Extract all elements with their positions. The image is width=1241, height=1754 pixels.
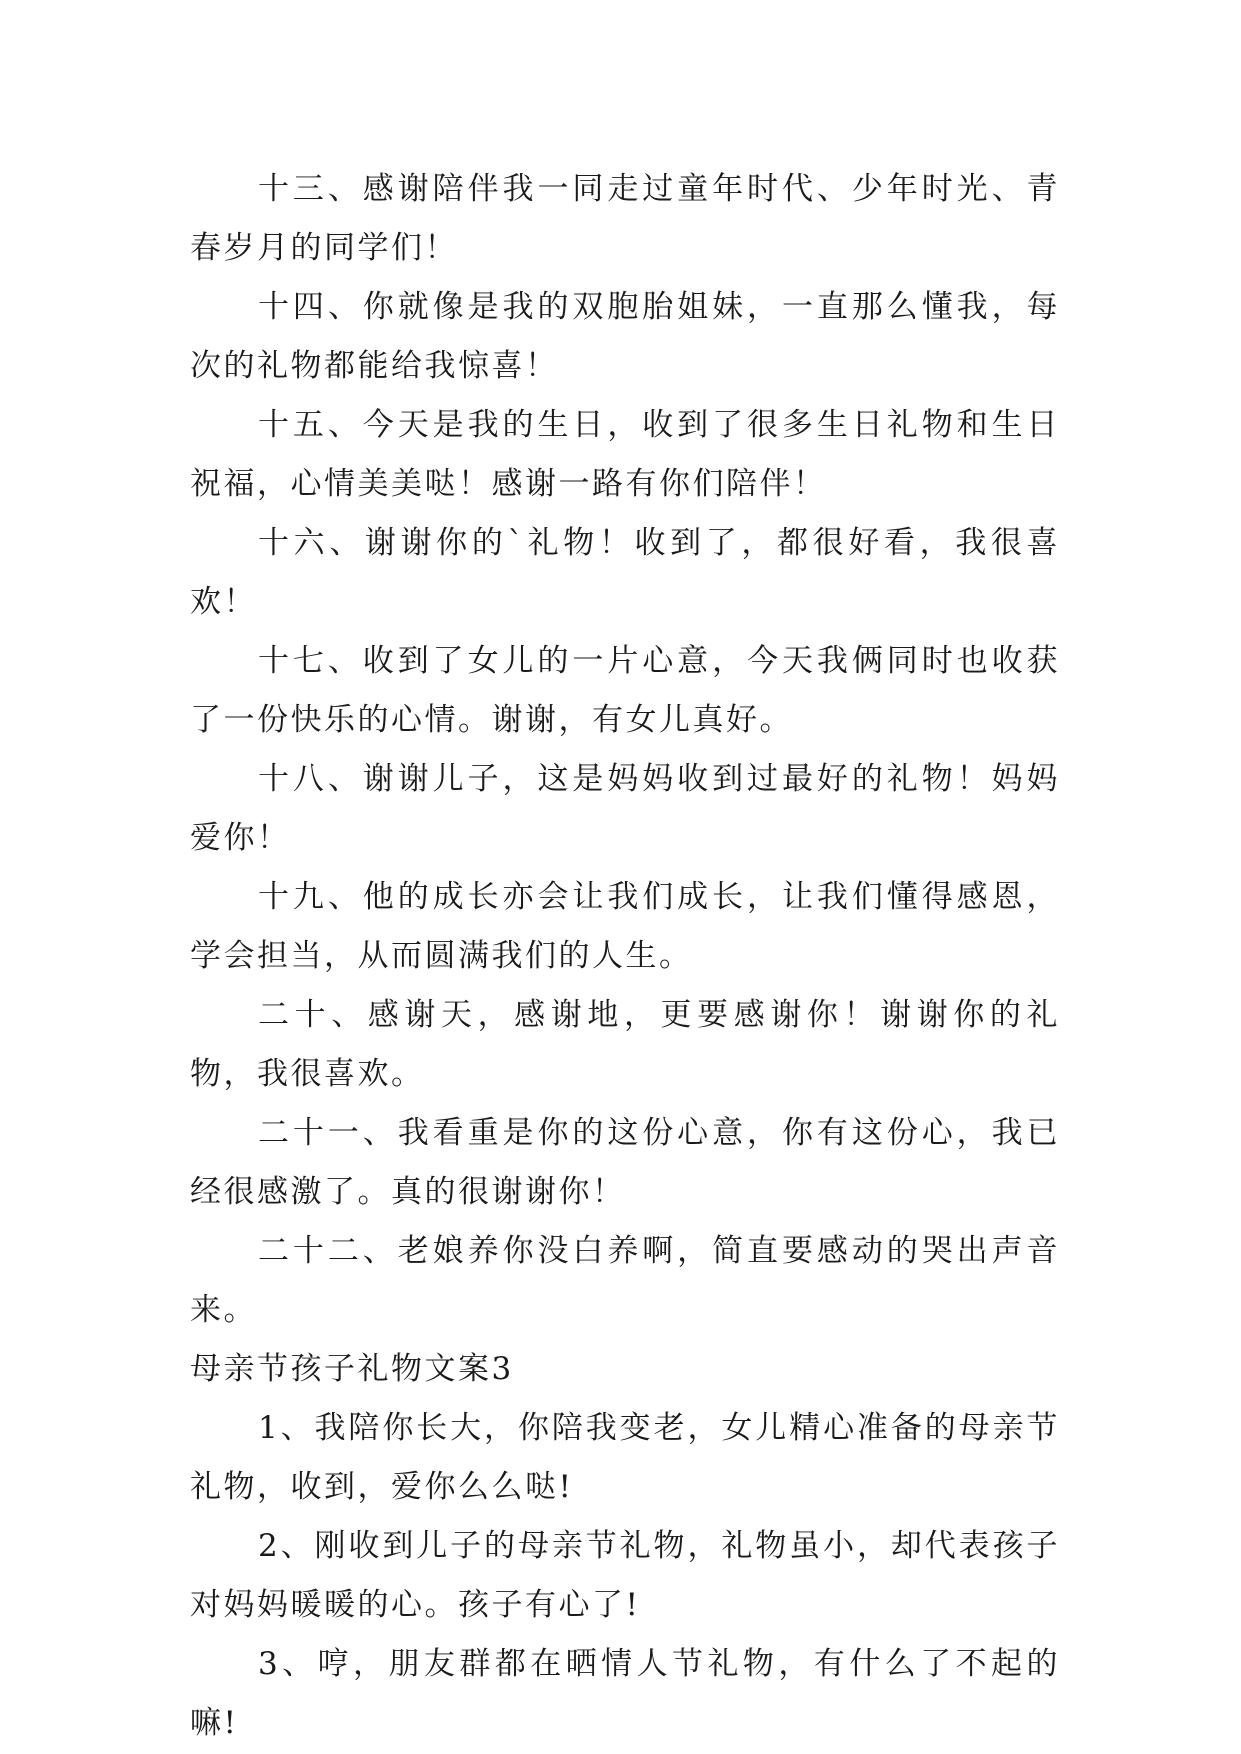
paragraph-20: 二十、感谢天，感谢地，更要感谢你！谢谢你的礼物，我很喜欢。 (190, 997, 1060, 1092)
paragraph-17: 十七、收到了女儿的一片心意，今天我俩同时也收获了一份快乐的心情。谢谢，有女儿真好。 (190, 643, 1060, 738)
paragraph-18: 十八、谢谢儿子，这是妈妈收到过最好的礼物！妈妈爱你！ (190, 761, 1060, 856)
paragraph-14: 十四、你就像是我的双胞胎姐妹，一直那么懂我，每次的礼物都能给我惊喜！ (190, 289, 1060, 384)
section-heading: 母亲节孩子礼物文案3 (190, 1351, 514, 1387)
section-paragraph-3: 3、哼，朋友群都在晒情人节礼物，有什么了不起的嘛! (190, 1646, 1060, 1741)
paragraph-15: 十五、今天是我的生日，收到了很多生日礼物和生日祝福，心情美美哒！感谢一路有你们陪伴！ (190, 407, 1060, 502)
paragraph-21: 二十一、我看重是你的这份心意，你有这份心，我已经很感激了。真的很谢谢你！ (190, 1115, 1060, 1210)
document-body (190, 160, 1060, 1753)
paragraph-22: 二十二、老娘养你没白养啊，简直要感动的哭出声音来。 (190, 1233, 1060, 1328)
paragraph-16: 十六、谢谢你的`礼物！收到了，都很好看，我很喜欢！ (190, 525, 1060, 620)
paragraph-13: 十三、感谢陪伴我一同走过童年时代、少年时光、青春岁月的同学们！ (190, 171, 1060, 266)
section-paragraph-1: 1、我陪你长大，你陪我变老，女儿精心准备的母亲节礼物，收到，爱你么么哒! (190, 1410, 1060, 1505)
paragraph-19: 十九、他的成长亦会让我们成长，让我们懂得感恩，学会担当，从而圆满我们的人生。 (190, 879, 1060, 974)
section-paragraph-2: 2、刚收到儿子的母亲节礼物，礼物虽小，却代表孩子对妈妈暖暖的心。孩子有心了! (190, 1528, 1060, 1623)
